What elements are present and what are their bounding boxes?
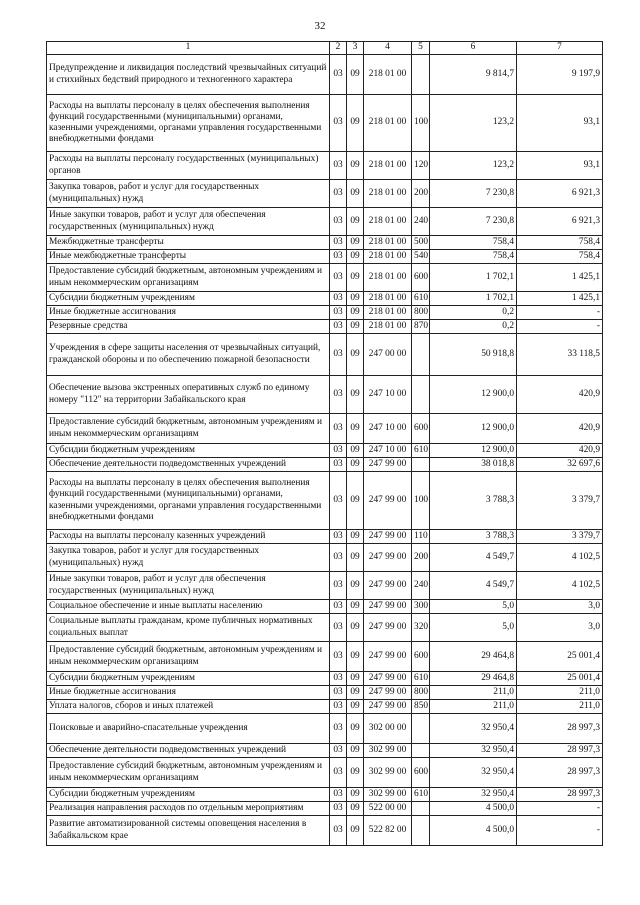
row-amount-executed: 3 379,7 xyxy=(517,472,603,530)
row-expense-type-code: 100 xyxy=(412,95,430,152)
row-name: Предоставление субсидий бюджетным, автономным учреждениям и иным некоммерческим организациям xyxy=(47,414,330,444)
row-target-article-code: 522 00 00 xyxy=(364,802,412,816)
row-amount-executed: - xyxy=(517,306,603,320)
page-number: 32 xyxy=(314,20,326,32)
row-amount-planned: 12 900,0 xyxy=(430,444,517,458)
row-section-code: 03 xyxy=(330,414,347,444)
table-row xyxy=(47,788,603,802)
row-section-code: 03 xyxy=(330,292,347,306)
row-amount-executed: 420,9 xyxy=(517,444,603,458)
row-target-article-code: 247 10 00 xyxy=(364,444,412,458)
header-col-5: 5 xyxy=(412,42,430,55)
row-subsection-code: 09 xyxy=(347,472,364,530)
row-section-code: 03 xyxy=(330,320,347,334)
row-amount-planned: 123,2 xyxy=(430,95,517,152)
table-row xyxy=(47,334,603,376)
row-amount-executed: 1 425,1 xyxy=(517,264,603,292)
row-amount-planned: 4 549,7 xyxy=(430,544,517,572)
row-target-article-code: 302 99 00 xyxy=(364,788,412,802)
row-section-code: 03 xyxy=(330,572,347,600)
row-name: Субсидии бюджетным учреждениям xyxy=(47,788,330,802)
row-expense-type-code xyxy=(412,55,430,95)
row-subsection-code: 09 xyxy=(347,180,364,208)
row-expense-type-code: 100 xyxy=(412,472,430,530)
table-row xyxy=(47,572,603,600)
row-name: Учреждения в сфере защиты населения от чрезвычайных ситуаций, гражданской обороны и по обеспечению пожарной безопасности xyxy=(47,334,330,376)
row-section-code: 03 xyxy=(330,642,347,672)
row-expense-type-code xyxy=(412,714,430,744)
row-subsection-code: 09 xyxy=(347,444,364,458)
row-section-code: 03 xyxy=(330,672,347,686)
row-target-article-code: 247 99 00 xyxy=(364,572,412,600)
row-expense-type-code: 110 xyxy=(412,530,430,544)
row-amount-executed: 28 997,3 xyxy=(517,788,603,802)
row-expense-type-code xyxy=(412,816,430,846)
row-amount-executed: 25 001,4 xyxy=(517,672,603,686)
row-subsection-code: 09 xyxy=(347,714,364,744)
row-expense-type-code: 610 xyxy=(412,444,430,458)
row-amount-planned: 50 918,8 xyxy=(430,334,517,376)
row-name: Предупреждение и ликвидация последствий чрезвычайных ситуаций и стихийных бедствий природного и техногенного характера xyxy=(47,55,330,95)
row-amount-executed: 211,0 xyxy=(517,686,603,700)
row-name: Иные бюджетные ассигнования xyxy=(47,306,330,320)
row-subsection-code: 09 xyxy=(347,700,364,714)
row-section-code: 03 xyxy=(330,444,347,458)
row-amount-executed: 9 197,9 xyxy=(517,55,603,95)
row-amount-planned: 32 950,4 xyxy=(430,788,517,802)
table-row xyxy=(47,208,603,236)
row-expense-type-code: 120 xyxy=(412,152,430,180)
row-amount-executed: 758,4 xyxy=(517,250,603,264)
row-subsection-code: 09 xyxy=(347,264,364,292)
row-name: Социальные выплаты гражданам, кроме публичных нормативных социальных выплат xyxy=(47,614,330,642)
row-expense-type-code: 600 xyxy=(412,642,430,672)
row-section-code: 03 xyxy=(330,55,347,95)
header-col-7: 7 xyxy=(517,42,603,55)
row-amount-planned: 211,0 xyxy=(430,700,517,714)
row-target-article-code: 247 99 00 xyxy=(364,544,412,572)
table-row xyxy=(47,414,603,444)
row-subsection-code: 09 xyxy=(347,55,364,95)
row-amount-planned: 12 900,0 xyxy=(430,376,517,414)
row-name: Расходы на выплаты персоналу в целях обеспечения выполнения функций государственными (муниципальными) органами, казенными учреждениями, органами управления государственными внебюджетными фондами xyxy=(47,472,330,530)
row-name: Межбюджетные трансферты xyxy=(47,236,330,250)
row-name: Обеспечение деятельности подведомственных учреждений xyxy=(47,458,330,472)
row-name: Уплата налогов, сборов и иных платежей xyxy=(47,700,330,714)
row-target-article-code: 218 01 00 xyxy=(364,208,412,236)
row-section-code: 03 xyxy=(330,376,347,414)
row-subsection-code: 09 xyxy=(347,414,364,444)
row-expense-type-code xyxy=(412,458,430,472)
row-section-code: 03 xyxy=(330,788,347,802)
row-subsection-code: 09 xyxy=(347,614,364,642)
row-expense-type-code: 200 xyxy=(412,544,430,572)
row-section-code: 03 xyxy=(330,472,347,530)
row-expense-type-code xyxy=(412,334,430,376)
row-amount-planned: 211,0 xyxy=(430,686,517,700)
row-name: Иные закупки товаров, работ и услуг для обеспечения государственных (муниципальных) нужд xyxy=(47,572,330,600)
row-target-article-code: 247 99 00 xyxy=(364,700,412,714)
row-name: Предоставление субсидий бюджетным, автономным учреждениям и иным некоммерческим организациям xyxy=(47,264,330,292)
table-row xyxy=(47,55,603,95)
row-name: Расходы на выплаты персоналу государственных (муниципальных) органов xyxy=(47,152,330,180)
row-amount-executed: 32 697,6 xyxy=(517,458,603,472)
row-section-code: 03 xyxy=(330,458,347,472)
row-target-article-code: 218 01 00 xyxy=(364,264,412,292)
row-section-code: 03 xyxy=(330,714,347,744)
row-subsection-code: 09 xyxy=(347,334,364,376)
row-amount-planned: 7 230,8 xyxy=(430,208,517,236)
row-expense-type-code: 800 xyxy=(412,686,430,700)
row-amount-planned: 758,4 xyxy=(430,250,517,264)
row-name: Иные бюджетные ассигнования xyxy=(47,686,330,700)
row-amount-planned: 29 464,8 xyxy=(430,672,517,686)
row-name: Обеспечение деятельности подведомственных учреждений xyxy=(47,744,330,758)
row-section-code: 03 xyxy=(330,758,347,788)
row-expense-type-code: 600 xyxy=(412,264,430,292)
row-target-article-code: 247 99 00 xyxy=(364,672,412,686)
row-subsection-code: 09 xyxy=(347,152,364,180)
row-section-code: 03 xyxy=(330,700,347,714)
row-amount-planned: 1 702,1 xyxy=(430,292,517,306)
row-expense-type-code: 800 xyxy=(412,306,430,320)
row-amount-planned: 9 814,7 xyxy=(430,55,517,95)
row-amount-planned: 29 464,8 xyxy=(430,642,517,672)
row-section-code: 03 xyxy=(330,686,347,700)
row-target-article-code: 218 01 00 xyxy=(364,250,412,264)
row-name: Предоставление субсидий бюджетным, автономным учреждениям и иным некоммерческим организациям xyxy=(47,642,330,672)
row-amount-executed: 3,0 xyxy=(517,600,603,614)
row-amount-executed: 3,0 xyxy=(517,614,603,642)
table-row xyxy=(47,320,603,334)
row-target-article-code: 218 01 00 xyxy=(364,152,412,180)
table-row xyxy=(47,714,603,744)
row-expense-type-code: 240 xyxy=(412,572,430,600)
row-section-code: 03 xyxy=(330,334,347,376)
table-row xyxy=(47,816,603,846)
row-subsection-code: 09 xyxy=(347,236,364,250)
row-amount-executed: 93,1 xyxy=(517,152,603,180)
row-amount-planned: 4 500,0 xyxy=(430,816,517,846)
table-row xyxy=(47,642,603,672)
table-row xyxy=(47,250,603,264)
row-expense-type-code xyxy=(412,802,430,816)
table-row xyxy=(47,544,603,572)
row-amount-planned: 5,0 xyxy=(430,600,517,614)
row-section-code: 03 xyxy=(330,744,347,758)
row-expense-type-code: 540 xyxy=(412,250,430,264)
row-name: Поисковые и аварийно-спасательные учреждения xyxy=(47,714,330,744)
row-subsection-code: 09 xyxy=(347,530,364,544)
row-target-article-code: 247 99 00 xyxy=(364,458,412,472)
row-target-article-code: 247 10 00 xyxy=(364,376,412,414)
row-target-article-code: 218 01 00 xyxy=(364,55,412,95)
row-expense-type-code: 500 xyxy=(412,236,430,250)
row-name: Резервные средства xyxy=(47,320,330,334)
row-amount-executed: - xyxy=(517,816,603,846)
row-subsection-code: 09 xyxy=(347,376,364,414)
row-section-code: 03 xyxy=(330,306,347,320)
row-expense-type-code: 610 xyxy=(412,292,430,306)
row-subsection-code: 09 xyxy=(347,320,364,334)
row-subsection-code: 09 xyxy=(347,802,364,816)
row-section-code: 03 xyxy=(330,816,347,846)
table-row xyxy=(47,614,603,642)
table-row xyxy=(47,472,603,530)
row-amount-planned: 3 788,3 xyxy=(430,472,517,530)
row-amount-executed: 28 997,3 xyxy=(517,744,603,758)
table-row xyxy=(47,152,603,180)
row-subsection-code: 09 xyxy=(347,758,364,788)
table-row xyxy=(47,530,603,544)
row-amount-executed: 3 379,7 xyxy=(517,530,603,544)
row-amount-planned: 1 702,1 xyxy=(430,264,517,292)
row-name: Обеспечение вызова экстренных оперативных служб по единому номеру "112" на территории Забайкальского края xyxy=(47,376,330,414)
row-name: Субсидии бюджетным учреждениям xyxy=(47,292,330,306)
row-amount-executed: - xyxy=(517,802,603,816)
row-expense-type-code: 300 xyxy=(412,600,430,614)
row-target-article-code: 247 99 00 xyxy=(364,530,412,544)
row-expense-type-code: 610 xyxy=(412,672,430,686)
row-target-article-code: 247 99 00 xyxy=(364,600,412,614)
table-row xyxy=(47,700,603,714)
row-section-code: 03 xyxy=(330,614,347,642)
row-expense-type-code: 320 xyxy=(412,614,430,642)
row-name: Иные закупки товаров, работ и услуг для обеспечения государственных (муниципальных) нужд xyxy=(47,208,330,236)
row-amount-executed: 93,1 xyxy=(517,95,603,152)
row-subsection-code: 09 xyxy=(347,686,364,700)
row-subsection-code: 09 xyxy=(347,744,364,758)
row-amount-executed: 1 425,1 xyxy=(517,292,603,306)
row-target-article-code: 218 01 00 xyxy=(364,306,412,320)
table-row xyxy=(47,306,603,320)
row-subsection-code: 09 xyxy=(347,292,364,306)
row-amount-planned: 123,2 xyxy=(430,152,517,180)
row-amount-planned: 758,4 xyxy=(430,236,517,250)
row-subsection-code: 09 xyxy=(347,672,364,686)
row-subsection-code: 09 xyxy=(347,250,364,264)
row-subsection-code: 09 xyxy=(347,642,364,672)
row-amount-executed: 25 001,4 xyxy=(517,642,603,672)
row-section-code: 03 xyxy=(330,236,347,250)
table-row xyxy=(47,600,603,614)
row-target-article-code: 302 99 00 xyxy=(364,744,412,758)
header-col-1: 1 xyxy=(47,42,330,55)
row-expense-type-code: 600 xyxy=(412,758,430,788)
row-expense-type-code: 240 xyxy=(412,208,430,236)
table-row xyxy=(47,802,603,816)
row-amount-executed: 4 102,5 xyxy=(517,544,603,572)
row-amount-executed: 28 997,3 xyxy=(517,758,603,788)
table-row xyxy=(47,95,603,152)
row-amount-planned: 32 950,4 xyxy=(430,714,517,744)
table-row xyxy=(47,444,603,458)
table-row xyxy=(47,292,603,306)
header-col-2: 2 xyxy=(330,42,347,55)
row-amount-planned: 32 950,4 xyxy=(430,744,517,758)
row-expense-type-code: 200 xyxy=(412,180,430,208)
row-section-code: 03 xyxy=(330,802,347,816)
row-target-article-code: 247 99 00 xyxy=(364,472,412,530)
row-amount-planned: 0,2 xyxy=(430,306,517,320)
row-target-article-code: 218 01 00 xyxy=(364,95,412,152)
row-target-article-code: 218 01 00 xyxy=(364,236,412,250)
row-amount-planned: 12 900,0 xyxy=(430,414,517,444)
row-name: Закупка товаров, работ и услуг для государственных (муниципальных) нужд xyxy=(47,544,330,572)
table-row xyxy=(47,376,603,414)
row-name: Субсидии бюджетным учреждениям xyxy=(47,672,330,686)
row-section-code: 03 xyxy=(330,152,347,180)
row-amount-executed: 420,9 xyxy=(517,376,603,414)
row-amount-planned: 7 230,8 xyxy=(430,180,517,208)
header-col-3: 3 xyxy=(347,42,364,55)
row-section-code: 03 xyxy=(330,208,347,236)
row-amount-planned: 32 950,4 xyxy=(430,758,517,788)
table-row xyxy=(47,686,603,700)
row-section-code: 03 xyxy=(330,264,347,292)
row-amount-executed: 4 102,5 xyxy=(517,572,603,600)
header-col-6: 6 xyxy=(430,42,517,55)
row-target-article-code: 247 99 00 xyxy=(364,686,412,700)
table-header-row xyxy=(47,42,603,55)
row-name: Предоставление субсидий бюджетным, автономным учреждениям и иным некоммерческим организациям xyxy=(47,758,330,788)
row-name: Иные межбюджетные трансферты xyxy=(47,250,330,264)
row-subsection-code: 09 xyxy=(347,306,364,320)
table-row xyxy=(47,180,603,208)
row-target-article-code: 218 01 00 xyxy=(364,292,412,306)
row-name: Социальное обеспечение и иные выплаты населению xyxy=(47,600,330,614)
table-row xyxy=(47,236,603,250)
row-subsection-code: 09 xyxy=(347,816,364,846)
row-amount-executed: 33 118,5 xyxy=(517,334,603,376)
row-subsection-code: 09 xyxy=(347,572,364,600)
row-expense-type-code: 870 xyxy=(412,320,430,334)
row-target-article-code: 247 00 00 xyxy=(364,334,412,376)
table-row xyxy=(47,744,603,758)
header-col-4: 4 xyxy=(364,42,412,55)
row-target-article-code: 302 99 00 xyxy=(364,758,412,788)
row-amount-planned: 4 500,0 xyxy=(430,802,517,816)
table-row xyxy=(47,458,603,472)
row-name: Субсидии бюджетным учреждениям xyxy=(47,444,330,458)
row-target-article-code: 302 00 00 xyxy=(364,714,412,744)
row-name: Развитие автоматизированной системы оповещения населения в Забайкальском крае xyxy=(47,816,330,846)
row-target-article-code: 218 01 00 xyxy=(364,180,412,208)
row-expense-type-code: 850 xyxy=(412,700,430,714)
row-section-code: 03 xyxy=(330,250,347,264)
row-amount-executed: 211,0 xyxy=(517,700,603,714)
row-expense-type-code xyxy=(412,744,430,758)
row-subsection-code: 09 xyxy=(347,95,364,152)
row-target-article-code: 247 10 00 xyxy=(364,414,412,444)
row-section-code: 03 xyxy=(330,530,347,544)
row-target-article-code: 522 82 00 xyxy=(364,816,412,846)
row-expense-type-code: 600 xyxy=(412,414,430,444)
row-section-code: 03 xyxy=(330,95,347,152)
row-amount-planned: 3 788,3 xyxy=(430,530,517,544)
row-expense-type-code xyxy=(412,376,430,414)
row-amount-planned: 5,0 xyxy=(430,614,517,642)
row-amount-executed: 28 997,3 xyxy=(517,714,603,744)
row-amount-executed: 420,9 xyxy=(517,414,603,444)
row-target-article-code: 218 01 00 xyxy=(364,320,412,334)
budget-table xyxy=(46,41,603,846)
row-amount-planned: 4 549,7 xyxy=(430,572,517,600)
row-subsection-code: 09 xyxy=(347,208,364,236)
table-row xyxy=(47,672,603,686)
row-name: Расходы на выплаты персоналу казенных учреждений xyxy=(47,530,330,544)
row-subsection-code: 09 xyxy=(347,544,364,572)
row-section-code: 03 xyxy=(330,600,347,614)
row-amount-planned: 0,2 xyxy=(430,320,517,334)
table-row xyxy=(47,758,603,788)
row-name: Закупка товаров, работ и услуг для государственных (муниципальных) нужд xyxy=(47,180,330,208)
row-expense-type-code: 610 xyxy=(412,788,430,802)
row-amount-executed: 6 921,3 xyxy=(517,208,603,236)
row-section-code: 03 xyxy=(330,180,347,208)
row-target-article-code: 247 99 00 xyxy=(364,642,412,672)
table-row xyxy=(47,264,603,292)
row-amount-executed: 758,4 xyxy=(517,236,603,250)
row-amount-planned: 38 018,8 xyxy=(430,458,517,472)
row-amount-executed: 6 921,3 xyxy=(517,180,603,208)
row-subsection-code: 09 xyxy=(347,788,364,802)
row-name: Реализация направления расходов по отдельным мероприятиям xyxy=(47,802,330,816)
row-target-article-code: 247 99 00 xyxy=(364,614,412,642)
row-section-code: 03 xyxy=(330,544,347,572)
row-amount-executed: - xyxy=(517,320,603,334)
row-subsection-code: 09 xyxy=(347,458,364,472)
row-subsection-code: 09 xyxy=(347,600,364,614)
row-name: Расходы на выплаты персоналу в целях обеспечения выполнения функций государственными (муниципальными) органами, казенными учреждениями, органами управления государственными внебюджетными фондами xyxy=(47,95,330,152)
